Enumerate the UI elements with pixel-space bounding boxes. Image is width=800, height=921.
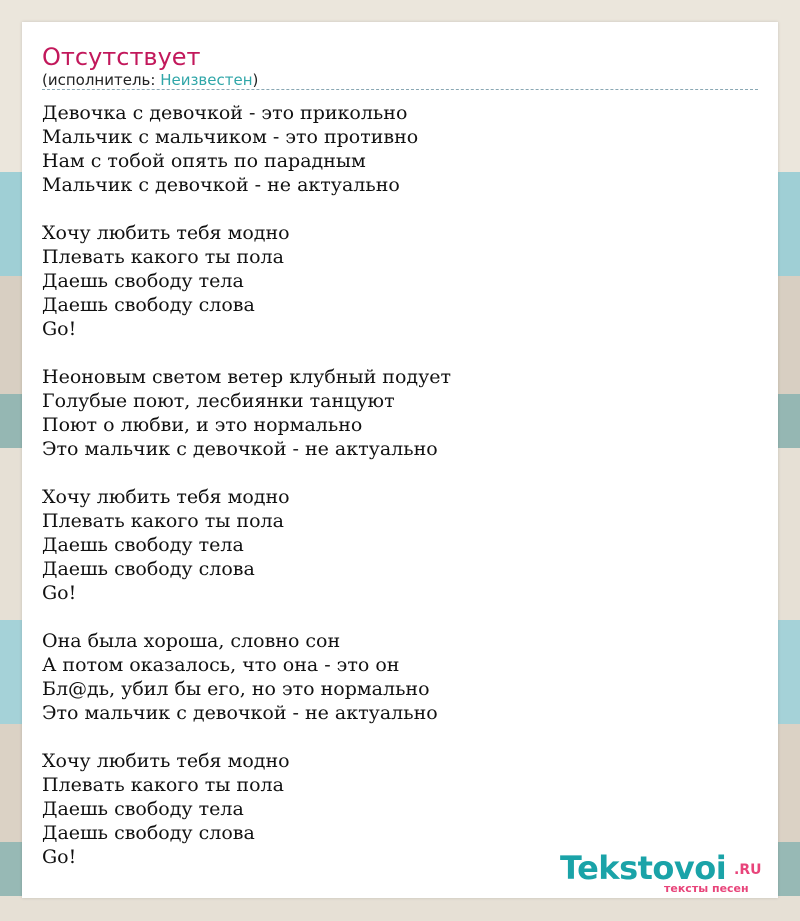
lyrics-line: Она была хороша, словно сон — [42, 630, 341, 652]
lyrics-stanza — [42, 485, 451, 605]
lyrics-line: Даешь свободу слова — [42, 822, 255, 844]
lyrics-line: Голубые поют, лесбиянки танцуют — [42, 390, 395, 412]
lyrics-line: Плевать какого ты пола — [42, 510, 284, 532]
lyrics-stanza — [42, 629, 451, 725]
lyrics-line: Хочу любить тебя модно — [42, 486, 290, 508]
lyrics-line: Это мальчик с девочкой - не актуально — [42, 702, 438, 724]
lyrics-line: Даешь свободу тела — [42, 534, 244, 556]
lyrics-stanza — [42, 365, 451, 461]
lyrics-line: Хочу любить тебя модно — [42, 750, 290, 772]
site-logo[interactable] — [560, 850, 770, 894]
logo-tld: .RU — [734, 862, 762, 878]
lyrics-line: Даешь свободу тела — [42, 270, 244, 292]
song-title: Отсутствует — [42, 43, 201, 71]
lyrics-line: Девочка с девочкой - это прикольно — [42, 102, 408, 124]
lyrics-line: Плевать какого ты пола — [42, 246, 284, 268]
artist-prefix: (исполнитель: — [42, 71, 161, 89]
lyrics-line: Бл@дь, убил бы его, но это нормально — [42, 678, 430, 700]
lyrics-line: Go! — [42, 318, 77, 340]
lyrics-line: Нам с тобой опять по парадным — [42, 150, 366, 172]
lyrics-line: Go! — [42, 846, 77, 868]
lyrics-stanza — [42, 749, 451, 869]
lyrics-line: Даешь свободу слова — [42, 294, 255, 316]
logo-name: Tekstovoi — [560, 849, 727, 887]
lyrics-stanza — [42, 101, 451, 197]
lyrics-line: Поют о любви, и это нормально — [42, 414, 363, 436]
title-divider — [42, 89, 758, 90]
artist-line — [42, 71, 258, 89]
lyrics-line: Мальчик с мальчиком - это противно — [42, 126, 419, 148]
lyrics-line: Это мальчик с девочкой - не актуально — [42, 438, 438, 460]
lyrics-line: Хочу любить тебя модно — [42, 222, 290, 244]
lyrics-line: Плевать какого ты пола — [42, 774, 284, 796]
lyrics-line: Даешь свободу тела — [42, 798, 244, 820]
lyrics-stanza — [42, 221, 451, 341]
logo-tagline: тексты песен — [664, 882, 749, 895]
lyrics-line: А потом оказалось, что она - это он — [42, 654, 400, 676]
lyrics-line: Даешь свободу слова — [42, 558, 255, 580]
lyrics-line: Go! — [42, 582, 77, 604]
artist-link[interactable]: Неизвестен — [160, 71, 253, 89]
lyrics-text — [42, 101, 451, 893]
lyrics-line: Неоновым светом ветер клубный подует — [42, 366, 452, 388]
lyrics-card — [22, 22, 778, 898]
background-stripe — [0, 896, 800, 921]
artist-suffix: ) — [252, 71, 259, 89]
lyrics-line: Мальчик с девочкой - не актуально — [42, 174, 400, 196]
